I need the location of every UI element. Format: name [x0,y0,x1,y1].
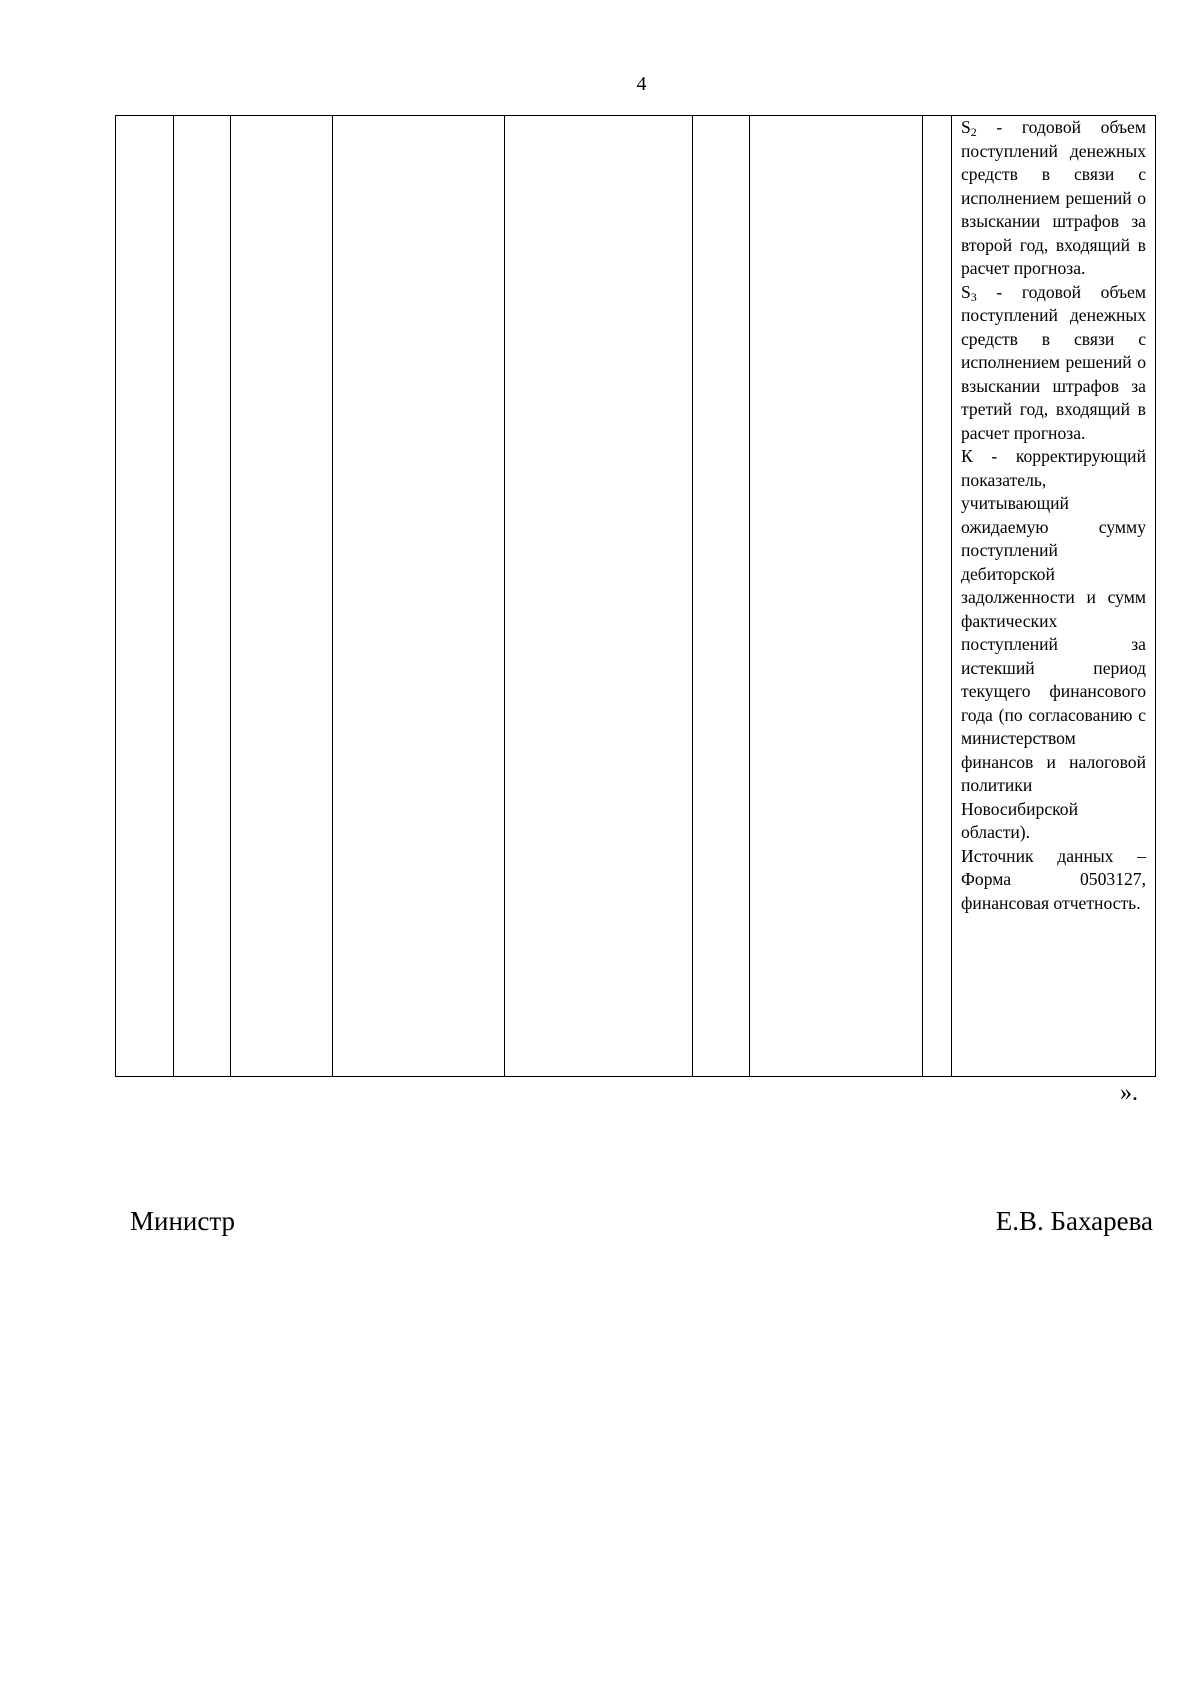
page-number: 4 [636,73,647,95]
table-cell-empty-7 [750,116,923,1077]
table-cell-empty-6 [693,116,750,1077]
table-cell-formula-description [952,116,1156,1077]
indicators-table [115,115,1156,1077]
s3-symbol: S [961,281,971,302]
table-cell-empty-2 [174,116,231,1077]
table-cell-empty-1 [116,116,174,1077]
s2-symbol: S [961,117,971,137]
s2-subscript: 2 [970,125,977,139]
table-cell-empty-5 [505,116,693,1077]
s3-text: - годовой объем поступлений денежных средств в связи с исполнением решений о взыскании штрафов за третий год, входящий в расчет прогноза. [961,281,1146,443]
table-cell-empty-8 [923,116,952,1077]
s2-definition [961,116,1146,281]
table-cell-empty-3 [231,116,333,1077]
table-cell-empty-4 [333,116,505,1077]
table-row [116,116,1156,1077]
k-definition: К - корректирующий показатель, учитывающий ожидаемую сумму поступлений дебиторской задолженности и сумм фактических поступлений за истекший период текущего финансового года (по согласованию с министерством финансов и налоговой политики Новосибирской области). [961,446,1146,842]
s2-text: - годовой объем поступлений денежных средств в связи с исполнением решений о взыскании штрафов за второй год, входящий в расчет прогноза. [961,117,1146,278]
signatory-name: Е.В. Бахарева [995,1206,1153,1236]
s3-subscript: 3 [970,289,977,304]
s3-definition [961,281,1146,446]
data-source: Источник данных – Форма 0503127, финансовая отчетность. [961,845,1146,913]
signatory-title: Министр [130,1206,235,1236]
closing-quote: ». [1120,1080,1138,1106]
